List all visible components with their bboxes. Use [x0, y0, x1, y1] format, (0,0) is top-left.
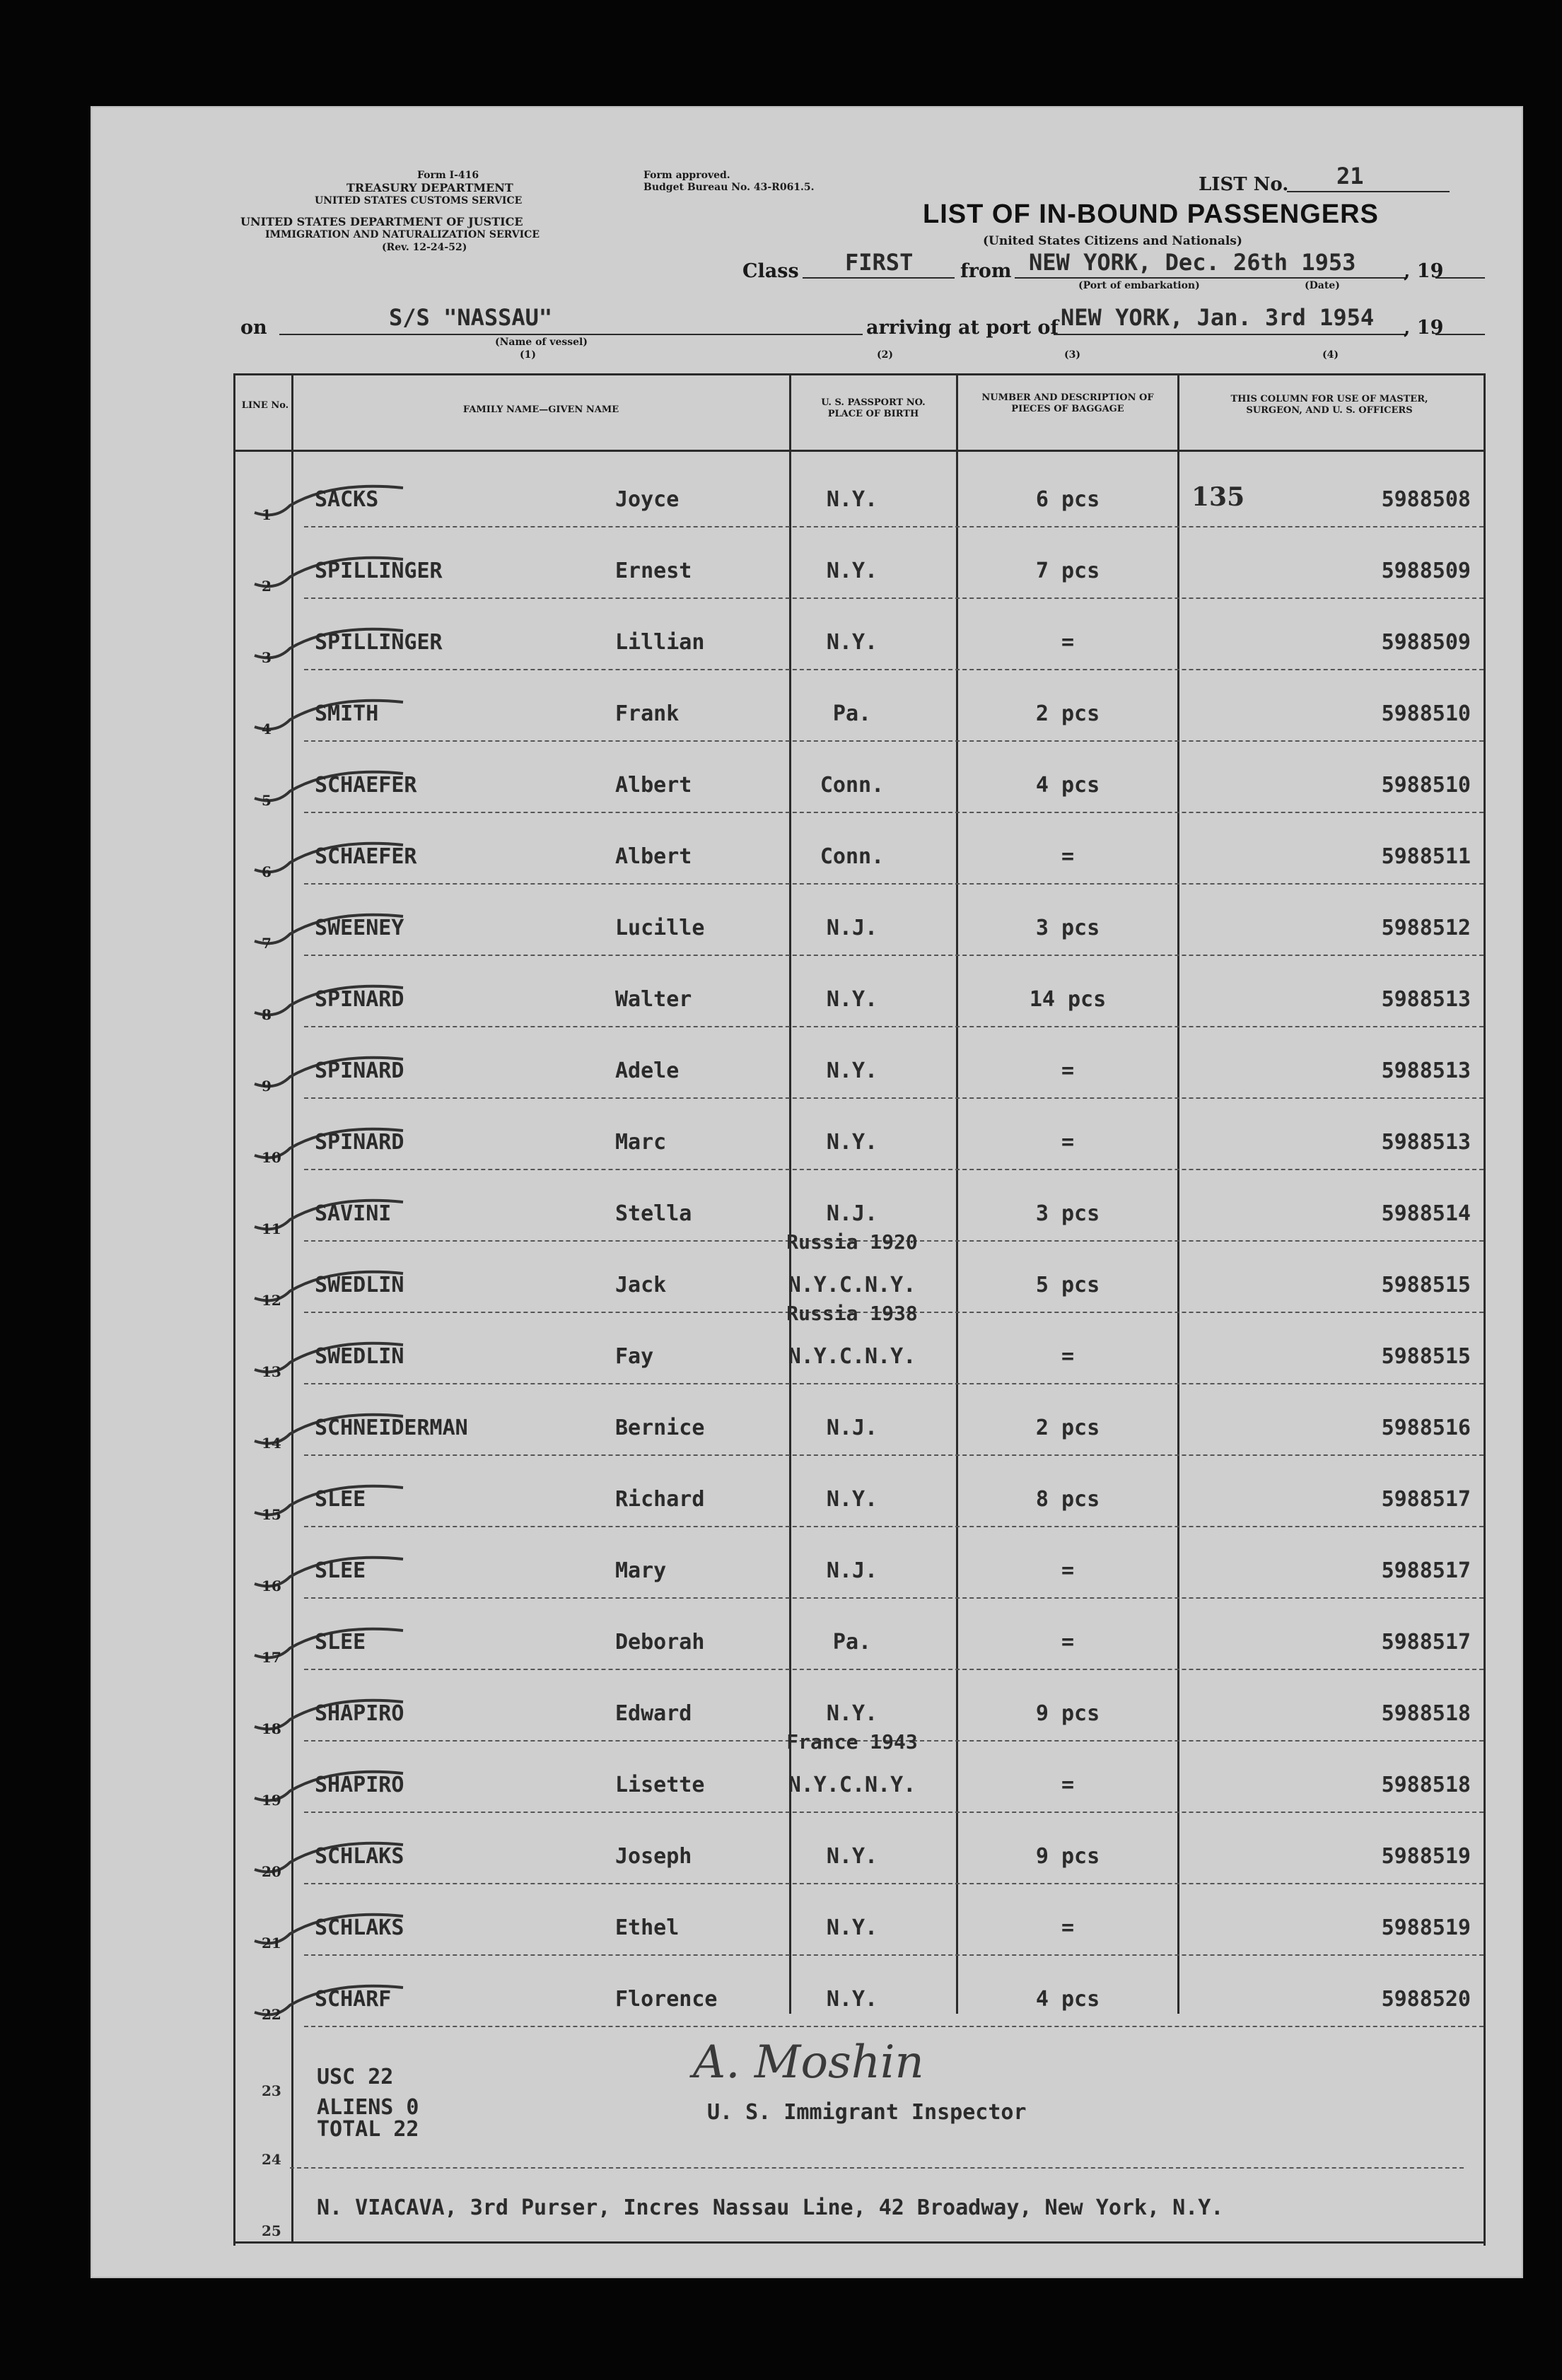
baggage: 3 pcs [1035, 916, 1100, 940]
place-of-birth: N.Y. [826, 1701, 878, 1726]
line-number: 16 [262, 1577, 281, 1594]
date-caption: (Date) [1305, 280, 1340, 291]
given-name: Ethel [615, 1915, 680, 1940]
baggage: = [1061, 1630, 1075, 1655]
table-row [233, 1956, 1484, 2027]
baggage: = [1061, 630, 1075, 655]
line-number: 25 [262, 2222, 281, 2239]
officer-number: 5988509 [1381, 630, 1471, 655]
port-of-arrival: NEW YORK, Jan. 3rd 1954 [1061, 304, 1375, 331]
table-row [233, 1384, 1484, 1456]
class-label: Class [742, 260, 799, 282]
officer-prefix: 135 [1191, 482, 1245, 512]
family-name: SMITH [315, 701, 379, 726]
line-number: 9 [262, 1078, 272, 1095]
place-of-birth: N.Y. [826, 559, 878, 583]
table-row [233, 670, 1484, 742]
col-header-baggage: NUMBER AND DESCRIPTION OF PIECES OF BAGGAGE [981, 392, 1154, 414]
rule-25 [233, 2241, 1484, 2244]
given-name: Albert [615, 844, 692, 869]
year-line-2 [1435, 334, 1485, 335]
officer-number: 5988515 [1381, 1344, 1471, 1369]
officer-number: 5988517 [1381, 1487, 1471, 1512]
baggage: 4 pcs [1035, 1987, 1100, 2012]
vessel-name: S/S "NASSAU" [389, 304, 553, 331]
baggage: = [1061, 1773, 1075, 1797]
family-name: SHAPIRO [315, 1773, 404, 1797]
line-number: 5 [262, 792, 272, 809]
baggage: 9 pcs [1035, 1701, 1100, 1726]
given-name: Ernest [615, 559, 692, 583]
table-row [233, 956, 1484, 1027]
col-header-passport: U. S. PASSPORT NO. PLACE OF BIRTH [821, 397, 926, 419]
baggage: 9 pcs [1035, 1844, 1100, 1869]
line-number: 24 [262, 2151, 281, 2168]
given-name: Lillian [615, 630, 705, 655]
given-name: Joseph [615, 1844, 692, 1869]
list-no-line [1287, 191, 1450, 192]
customs-service: UNITED STATES CUSTOMS SERVICE [315, 195, 523, 206]
baggage: 8 pcs [1035, 1487, 1100, 1512]
given-name: Stella [615, 1201, 692, 1226]
col-header-officers: THIS COLUMN FOR USE OF MASTER, SURGEON, AND U. S. OFFICERS [1230, 394, 1428, 416]
place-of-birth: N.Y. [826, 1987, 878, 2012]
port-of-embarkation: NEW YORK, Dec. 26th 1953 [1029, 249, 1356, 276]
place-of-birth: N.Y.C.N.Y. [788, 1273, 916, 1297]
line-number: 4 [262, 721, 272, 737]
table-row [233, 1302, 1484, 1384]
officer-number: 5988510 [1381, 701, 1471, 726]
family-name: SLEE [315, 1558, 366, 1583]
rule-24 [290, 2167, 1464, 2169]
baggage: 7 pcs [1035, 559, 1100, 583]
family-name: SPINARD [315, 1130, 404, 1155]
form-number: Form I-416 [417, 170, 479, 181]
place-of-birth: Conn. [820, 773, 885, 798]
given-name: Marc [615, 1130, 667, 1155]
naturalization-note: France 1943 [786, 1730, 918, 1754]
officer-number: 5988517 [1381, 1630, 1471, 1655]
baggage-column-number: (3) [1064, 349, 1080, 361]
table-row [233, 1813, 1484, 1884]
given-name: Mary [615, 1558, 667, 1583]
on-label: on [240, 317, 267, 339]
naturalization-note: Russia 1920 [786, 1230, 918, 1254]
baggage: 14 pcs [1029, 987, 1107, 1012]
table-row [233, 456, 1484, 527]
place-of-birth: Conn. [820, 844, 885, 869]
line-number: 20 [262, 1863, 281, 1880]
officer-number: 5988511 [1381, 844, 1471, 869]
form-approved: Form approved. [643, 170, 730, 181]
table-row [233, 742, 1484, 813]
line-number: 6 [262, 863, 272, 880]
family-name: SWEDLIN [315, 1344, 404, 1369]
officer-number: 5988514 [1381, 1201, 1471, 1226]
baggage: 2 pcs [1035, 701, 1100, 726]
passport-column-number: (2) [877, 349, 893, 361]
list-no-label: LIST No. [1199, 174, 1289, 195]
officer-number: 5988512 [1381, 916, 1471, 940]
baggage: 6 pcs [1035, 487, 1100, 512]
page-title: LIST OF IN-BOUND PASSENGERS [923, 199, 1379, 229]
place-of-birth: N.J. [826, 916, 878, 940]
family-name: SWEENEY [315, 916, 404, 940]
immigration-service: IMMIGRATION AND NATURALIZATION SERVICE [265, 229, 540, 240]
place-of-birth: N.Y. [826, 987, 878, 1012]
given-name: Edward [615, 1701, 692, 1726]
given-name: Bernice [615, 1416, 705, 1440]
place-of-birth: N.J. [826, 1201, 878, 1226]
place-of-birth: N.Y. [826, 630, 878, 655]
officer-number: 5988518 [1381, 1701, 1471, 1726]
officer-number: 5988513 [1381, 1058, 1471, 1083]
line-number: 23 [262, 2082, 281, 2099]
purser-statement: N. VIACAVA, 3rd Purser, Incres Nassau Line, 42 Broadway, New York, N.Y. [317, 2195, 1224, 2220]
officer-number: 5988508 [1381, 487, 1471, 512]
table-row [233, 1456, 1484, 1527]
baggage: = [1061, 1344, 1075, 1369]
officer-number: 5988513 [1381, 987, 1471, 1012]
officer-number: 5988519 [1381, 1844, 1471, 1869]
baggage: = [1061, 1130, 1075, 1155]
baggage: = [1061, 1058, 1075, 1083]
baggage: 2 pcs [1035, 1416, 1100, 1440]
given-name: Richard [615, 1487, 705, 1512]
table-row [233, 885, 1484, 956]
given-name: Albert [615, 773, 692, 798]
from-line [1015, 277, 1407, 279]
officer-number: 5988515 [1381, 1273, 1471, 1297]
vessel-line [279, 334, 863, 335]
from-label: from [960, 260, 1012, 282]
given-name: Joyce [615, 487, 680, 512]
year-line-1 [1435, 277, 1485, 279]
place-of-birth: N.Y. [826, 1130, 878, 1155]
family-name: SPINARD [315, 987, 404, 1012]
line-number: 3 [262, 649, 272, 666]
year-label-1: , 19 [1404, 260, 1444, 282]
port-embarkation-caption: (Port of embarkation) [1078, 280, 1200, 291]
col-header-name: FAMILY NAME—GIVEN NAME [462, 404, 619, 415]
table-row [233, 1730, 1484, 1813]
vessel-caption: (Name of vessel) [495, 337, 588, 348]
arriving-label: arriving at port of [866, 317, 1059, 339]
arrival-line [1054, 334, 1407, 335]
baggage: = [1061, 844, 1075, 869]
given-name: Florence [615, 1987, 718, 2012]
officer-number: 5988516 [1381, 1416, 1471, 1440]
family-name: SACKS [315, 487, 379, 512]
officer-number: 5988509 [1381, 559, 1471, 583]
place-of-birth: N.Y.C.N.Y. [788, 1344, 916, 1369]
table-row [233, 1527, 1484, 1599]
family-name: SAVINI [315, 1201, 392, 1226]
aliens-count: ALIENS 0 [317, 2095, 419, 2120]
line-number: 12 [262, 1292, 281, 1309]
line-number: 10 [262, 1149, 281, 1166]
officer-number: 5988519 [1381, 1915, 1471, 1940]
given-name: Lucille [615, 916, 705, 940]
place-of-birth: N.Y. [826, 1915, 878, 1940]
family-name: SWEDLIN [315, 1273, 404, 1297]
baggage: = [1061, 1558, 1075, 1583]
baggage: = [1061, 1915, 1075, 1940]
line-number: 13 [262, 1363, 281, 1380]
officer-number: 5988518 [1381, 1773, 1471, 1797]
given-name: Jack [615, 1273, 667, 1297]
line-number: 1 [262, 506, 272, 523]
line-number: 7 [262, 935, 272, 952]
family-name: SCHAEFER [315, 844, 417, 869]
inspector-title: U. S. Immigrant Inspector [707, 2100, 1027, 2125]
line-number: 19 [262, 1792, 281, 1809]
table-row [233, 599, 1484, 670]
place-of-birth: N.J. [826, 1558, 878, 1583]
line-number: 2 [262, 578, 272, 595]
line-number: 15 [262, 1506, 281, 1523]
family-name: SPINARD [315, 1058, 404, 1083]
line-number: 17 [262, 1649, 281, 1666]
family-name: SCHAEFER [315, 773, 417, 798]
class-value: FIRST [845, 249, 914, 276]
list-no-value: 21 [1336, 163, 1364, 189]
table-row [233, 1884, 1484, 1956]
line-number: 11 [262, 1220, 281, 1237]
justice-department: UNITED STATES DEPARTMENT OF JUSTICE [240, 215, 523, 228]
row-rule [304, 2026, 1484, 2027]
family-name: SCHLAKS [315, 1844, 404, 1869]
place-of-birth: N.Y. [826, 1058, 878, 1083]
naturalization-note: Russia 1938 [786, 1302, 918, 1325]
col-header-line: LINE No. [241, 400, 289, 411]
given-name: Fay [615, 1344, 654, 1369]
family-name: SCHNEIDERMAN [315, 1416, 468, 1440]
baggage: 4 pcs [1035, 773, 1100, 798]
given-name: Walter [615, 987, 692, 1012]
treasury-department: TREASURY DEPARTMENT [346, 181, 513, 194]
table-row [233, 527, 1484, 599]
place-of-birth: Pa. [832, 701, 872, 726]
officer-number: 5988510 [1381, 773, 1471, 798]
total-count: TOTAL 22 [317, 2117, 419, 2142]
page-subtitle: (United States Citizens and Nationals) [983, 234, 1242, 248]
officer-number: 5988517 [1381, 1558, 1471, 1583]
family-name: SLEE [315, 1487, 366, 1512]
revision-date: (Rev. 12-24-52) [382, 242, 467, 253]
given-name: Lisette [615, 1773, 705, 1797]
table-row [233, 813, 1484, 885]
table-row [233, 1099, 1484, 1170]
budget-bureau: Budget Bureau No. 43-R061.5. [643, 182, 815, 193]
place-of-birth: N.Y. [826, 1487, 878, 1512]
year-label-2: , 19 [1404, 317, 1444, 339]
family-name: SPILLINGER [315, 559, 443, 583]
line-number: 18 [262, 1720, 281, 1737]
given-name: Deborah [615, 1630, 705, 1655]
given-name: Frank [615, 701, 680, 726]
line-number: 8 [262, 1006, 272, 1023]
place-of-birth: N.Y.C.N.Y. [788, 1773, 916, 1797]
family-name: SCHLAKS [315, 1915, 404, 1940]
inspector-signature: A. Moshin [693, 2036, 924, 2089]
usc-count: USC 22 [317, 2065, 394, 2089]
header-rule [233, 450, 1484, 452]
given-name: Adele [615, 1058, 680, 1083]
class-line [803, 277, 955, 279]
officer-number: 5988520 [1381, 1987, 1471, 2012]
baggage: 3 pcs [1035, 1201, 1100, 1226]
line-number: 21 [262, 1935, 281, 1952]
officers-column-number: (4) [1322, 349, 1339, 361]
place-of-birth: N.J. [826, 1416, 878, 1440]
line-number: 14 [262, 1435, 281, 1452]
baggage: 5 pcs [1035, 1273, 1100, 1297]
place-of-birth: Pa. [832, 1630, 872, 1655]
officer-number: 5988513 [1381, 1130, 1471, 1155]
family-name: SCHARF [315, 1987, 392, 2012]
family-name: SHAPIRO [315, 1701, 404, 1726]
place-of-birth: N.Y. [826, 1844, 878, 1869]
family-name: SPILLINGER [315, 630, 443, 655]
place-of-birth: N.Y. [826, 487, 878, 512]
table-row [233, 1599, 1484, 1670]
family-name: SLEE [315, 1630, 366, 1655]
table-row [233, 1027, 1484, 1099]
line-number: 22 [262, 2006, 281, 2023]
vessel-column-number: (1) [520, 349, 536, 361]
